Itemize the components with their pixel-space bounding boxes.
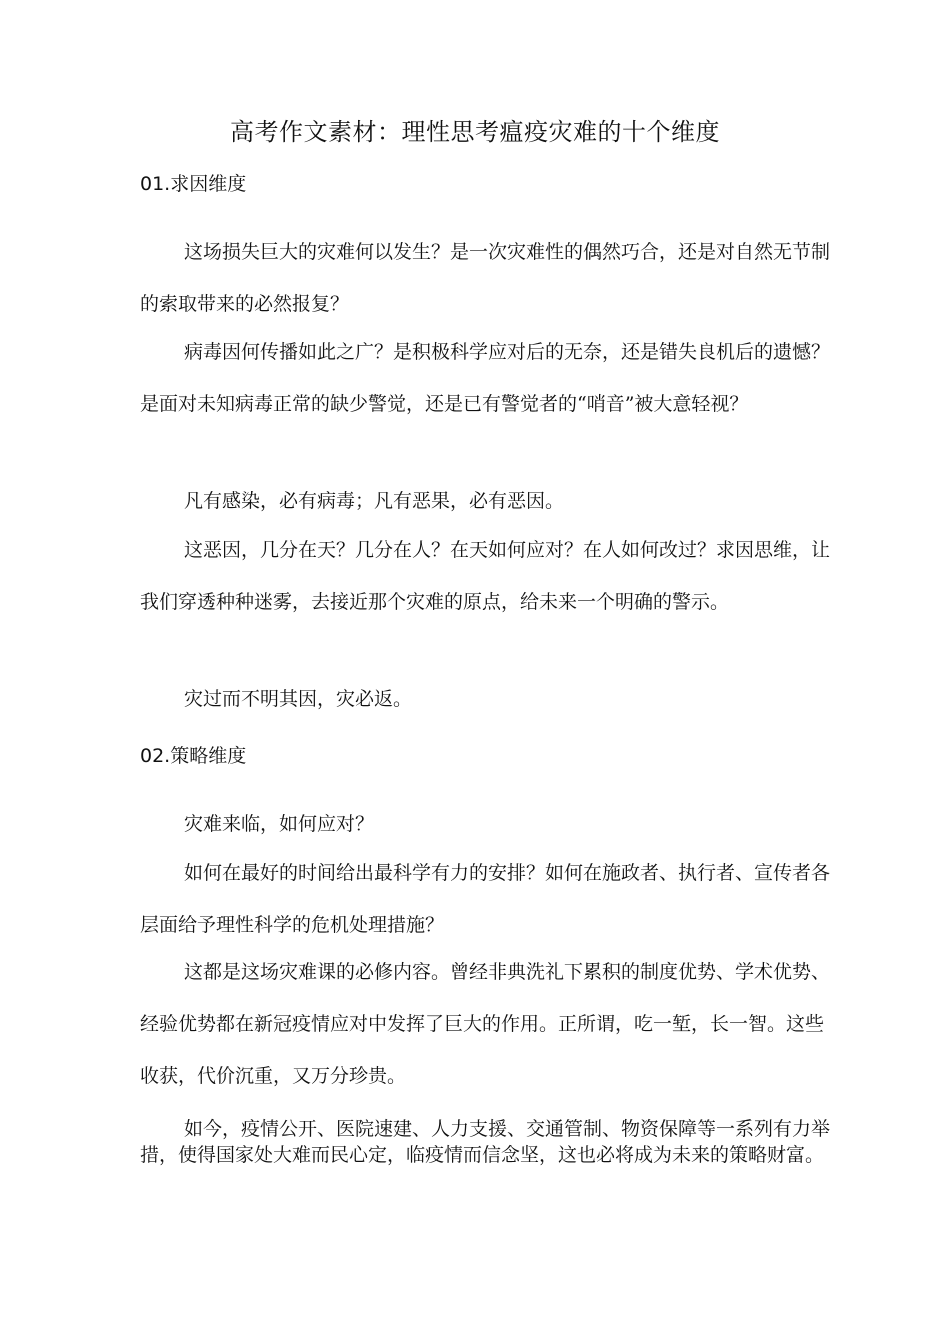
paragraph: 这恶因，几分在天？几分在人？在天如何应对？在人如何改过？求因思维，让我们穿透种种迷雾，去接近那个灾难的原点，给未来一个明确的警示。 [140, 539, 831, 613]
paragraph: 病毒因何传播如此之广？是积极科学应对后的无奈，还是错失良机后的遗憾？是面对未知病毒正常的缺少警觉，还是已有警觉者的“哨音”被大意轻视？ [140, 341, 831, 415]
section-heading-1: 01.求因维度 [140, 173, 247, 195]
paragraph: 灾难来临，如何应对？ [184, 813, 375, 835]
paragraph: 这都是这场灾难课的必修内容。曾经非典洗礼下累积的制度优势、学术优势、经验优势都在新冠疫情应对中发挥了巨大的作用。正所谓，吃一堑，长一智。这些收获，代价沉重，又万分珍贵。 [140, 961, 831, 1087]
paragraph: 凡有感染，必有病毒；凡有恶果，必有恶因。 [184, 490, 565, 512]
paragraph: 这场损失巨大的灾难何以发生？是一次灾难性的偶然巧合，还是对自然无节制的索取带来的必然报复？ [140, 241, 831, 315]
section-heading-2: 02.策略维度 [140, 745, 247, 767]
document-title: 高考作文素材：理性思考瘟疫灾难的十个维度 [230, 118, 720, 146]
paragraph: 如今，疫情公开、医院速建、人力支援、交通管制、物资保障等一系列有力举措，使得国家处大难而民心定，临疫情而信念坚，这也必将成为未来的策略财富。 [140, 1118, 831, 1166]
paragraph: 灾过而不明其因，灾必返。 [184, 688, 413, 710]
paragraph: 如何在最好的时间给出最科学有力的安排？如何在施政者、执行者、宣传者各层面给予理性科学的危机处理措施？ [140, 862, 831, 936]
